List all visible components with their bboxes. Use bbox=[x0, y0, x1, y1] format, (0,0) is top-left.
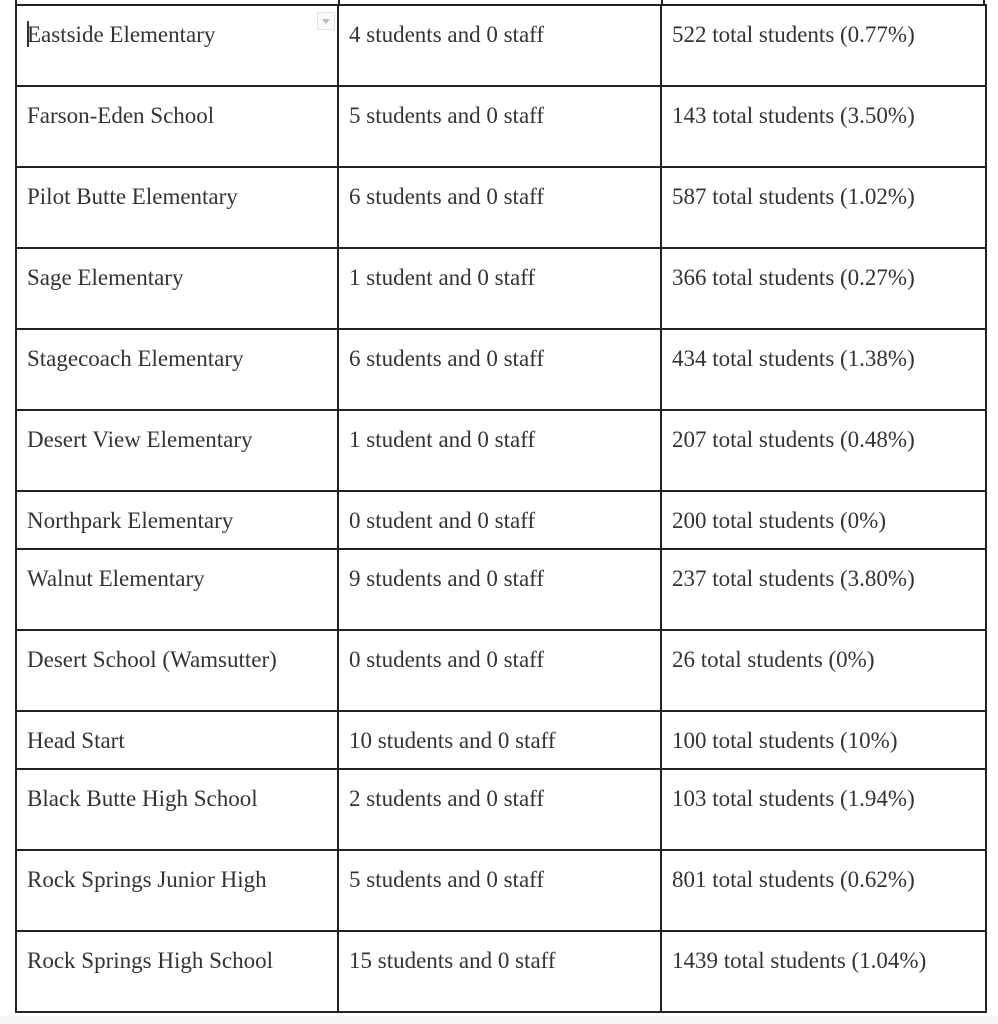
school-name: Head Start bbox=[27, 728, 125, 753]
total-students: 200 total students (0%) bbox=[672, 508, 886, 533]
school-name: Rock Springs High School bbox=[27, 948, 273, 973]
table-row bbox=[16, 329, 986, 410]
total-students: 237 total students (3.80%) bbox=[672, 566, 915, 591]
total-students: 801 total students (0.62%) bbox=[672, 867, 915, 892]
total-students: 366 total students (0.27%) bbox=[672, 265, 915, 290]
school-name-cell[interactable] bbox=[16, 248, 338, 329]
cases-cell[interactable] bbox=[338, 850, 661, 931]
case-count: 0 student and 0 staff bbox=[349, 508, 536, 533]
table-row bbox=[16, 248, 986, 329]
total-students: 434 total students (1.38%) bbox=[672, 346, 915, 371]
table-row bbox=[16, 769, 986, 850]
cases-cell[interactable] bbox=[338, 329, 661, 410]
cases-cell[interactable] bbox=[338, 491, 661, 549]
table-body bbox=[16, 5, 986, 1012]
cases-cell[interactable] bbox=[338, 711, 661, 769]
table-row bbox=[16, 630, 986, 711]
total-cell[interactable] bbox=[661, 86, 986, 167]
school-name: Farson-Eden School bbox=[27, 103, 215, 128]
cases-cell[interactable] bbox=[338, 769, 661, 850]
school-name-cell[interactable] bbox=[16, 850, 338, 931]
total-cell[interactable] bbox=[661, 5, 986, 86]
school-name-cell[interactable] bbox=[16, 711, 338, 769]
table-row bbox=[16, 711, 986, 769]
total-students: 26 total students (0%) bbox=[672, 647, 875, 672]
cases-cell[interactable] bbox=[338, 167, 661, 248]
total-cell[interactable] bbox=[661, 167, 986, 248]
total-students: 100 total students (10%) bbox=[672, 728, 898, 753]
case-count: 4 students and 0 staff bbox=[349, 22, 545, 47]
total-students: 1439 total students (1.04%) bbox=[672, 948, 927, 973]
school-name: Black Butte High School bbox=[27, 786, 258, 811]
table-row bbox=[16, 931, 986, 1012]
school-name-cell[interactable] bbox=[16, 630, 338, 711]
cases-cell[interactable] bbox=[338, 931, 661, 1012]
total-cell[interactable] bbox=[661, 410, 986, 491]
total-cell[interactable] bbox=[661, 769, 986, 850]
school-name-cell[interactable] bbox=[16, 931, 338, 1012]
total-students: 587 total students (1.02%) bbox=[672, 184, 915, 209]
table-row bbox=[16, 491, 986, 549]
cases-cell[interactable] bbox=[338, 248, 661, 329]
school-name-cell[interactable] bbox=[16, 86, 338, 167]
case-count: 6 students and 0 staff bbox=[349, 346, 545, 371]
case-count: 15 students and 0 staff bbox=[349, 948, 556, 973]
cases-cell[interactable] bbox=[338, 5, 661, 86]
school-cases-table bbox=[15, 4, 987, 1013]
school-name: Walnut Elementary bbox=[27, 566, 205, 591]
table-row bbox=[16, 549, 986, 630]
total-cell[interactable] bbox=[661, 549, 986, 630]
case-count: 1 student and 0 staff bbox=[349, 427, 536, 452]
case-count: 1 student and 0 staff bbox=[349, 265, 536, 290]
case-count: 2 students and 0 staff bbox=[349, 786, 545, 811]
case-count: 9 students and 0 staff bbox=[349, 566, 545, 591]
total-students: 522 total students (0.77%) bbox=[672, 22, 915, 47]
table-row bbox=[16, 850, 986, 931]
school-name-cell[interactable] bbox=[16, 167, 338, 248]
case-count: 6 students and 0 staff bbox=[349, 184, 545, 209]
cell-dropdown-icon[interactable] bbox=[317, 12, 335, 30]
case-count: 5 students and 0 staff bbox=[349, 103, 545, 128]
school-name: Pilot Butte Elementary bbox=[27, 184, 238, 209]
case-count: 0 students and 0 staff bbox=[349, 647, 545, 672]
school-name-cell[interactable] bbox=[16, 549, 338, 630]
school-name-cell[interactable] bbox=[16, 410, 338, 491]
table-row bbox=[16, 410, 986, 491]
table-row bbox=[16, 167, 986, 248]
case-count: 10 students and 0 staff bbox=[349, 728, 556, 753]
school-name: Rock Springs Junior High bbox=[27, 867, 267, 892]
total-cell[interactable] bbox=[661, 711, 986, 769]
school-name: Eastside Elementary bbox=[27, 22, 216, 47]
total-students: 143 total students (3.50%) bbox=[672, 103, 915, 128]
total-cell[interactable] bbox=[661, 630, 986, 711]
case-count: 5 students and 0 staff bbox=[349, 867, 545, 892]
cases-cell[interactable] bbox=[338, 410, 661, 491]
total-cell[interactable] bbox=[661, 850, 986, 931]
total-students: 207 total students (0.48%) bbox=[672, 427, 915, 452]
total-students: 103 total students (1.94%) bbox=[672, 786, 915, 811]
total-cell[interactable] bbox=[661, 931, 986, 1012]
school-name: Desert View Elementary bbox=[27, 427, 253, 452]
school-name-cell[interactable] bbox=[16, 5, 338, 86]
table-row bbox=[16, 86, 986, 167]
cases-cell[interactable] bbox=[338, 630, 661, 711]
school-name: Sage Elementary bbox=[27, 265, 184, 290]
table-row bbox=[16, 5, 986, 86]
cases-cell[interactable] bbox=[338, 86, 661, 167]
cases-cell[interactable] bbox=[338, 549, 661, 630]
school-name: Stagecoach Elementary bbox=[27, 346, 244, 371]
school-name: Northpark Elementary bbox=[27, 508, 234, 533]
total-cell[interactable] bbox=[661, 491, 986, 549]
school-name-cell[interactable] bbox=[16, 491, 338, 549]
total-cell[interactable] bbox=[661, 248, 986, 329]
school-name-cell[interactable] bbox=[16, 769, 338, 850]
school-name-cell[interactable] bbox=[16, 329, 338, 410]
total-cell[interactable] bbox=[661, 329, 986, 410]
school-name: Desert School (Wamsutter) bbox=[27, 647, 277, 672]
